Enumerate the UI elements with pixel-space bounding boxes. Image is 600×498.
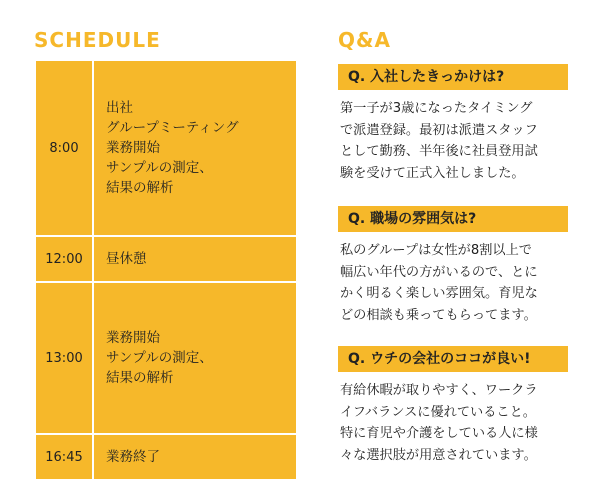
schedule-line: 昼休憩 (106, 251, 147, 267)
schedule-line: 結果の解析 (106, 180, 174, 196)
qa-item (338, 346, 568, 466)
qa-answer: 有給休暇が取りやすく、ワークラ イフバランスに優れていること。 特に育児や介護をしている人に様 々な選択肢が用意されています。 (340, 383, 538, 463)
schedule-line: 業務開始 (106, 330, 160, 346)
schedule-description (94, 61, 296, 235)
schedule-row (36, 235, 296, 281)
qa-heading: Q&A (338, 28, 391, 52)
schedule-line: サンプルの測定、 (106, 160, 213, 176)
schedule-line: 出社 (106, 100, 133, 116)
qa-question: Q. 入社したきっかけは? (338, 64, 568, 90)
schedule-table (34, 59, 298, 481)
schedule-row (36, 61, 296, 235)
schedule-description (94, 237, 296, 281)
schedule-time: 8:00 (36, 61, 94, 235)
schedule-description (94, 283, 296, 433)
schedule-line: グループミーティング (106, 120, 239, 136)
qa-question: Q. 職場の雰囲気は? (338, 206, 568, 232)
qa-answer: 第一子が3歳になったタイミング で派遣登録。最初は派遣スタッフ として勤務、半年後に社員登用試 験を受けて正式入社しました。 (340, 101, 538, 181)
qa-item (338, 64, 568, 184)
schedule-time: 16:45 (36, 435, 94, 479)
qa-answer: 私のグループは女性が8割以上で 幅広い年代の方がいるので、とに かく明るく楽しい雰囲気。育児な どの相談も乗ってもらってます。 (340, 243, 538, 323)
schedule-line: サンプルの測定、 (106, 350, 213, 366)
schedule-row (36, 433, 296, 479)
schedule-description (94, 435, 296, 479)
schedule-heading: SCHEDULE (34, 28, 161, 52)
schedule-row (36, 281, 296, 433)
qa-item (338, 206, 568, 326)
schedule-line: 結果の解析 (106, 370, 174, 386)
schedule-line: 業務開始 (106, 140, 160, 156)
schedule-line: 業務終了 (106, 449, 160, 465)
schedule-time: 13:00 (36, 283, 94, 433)
schedule-time: 12:00 (36, 237, 94, 281)
qa-question: Q. ウチの会社のココが良い! (338, 346, 568, 372)
